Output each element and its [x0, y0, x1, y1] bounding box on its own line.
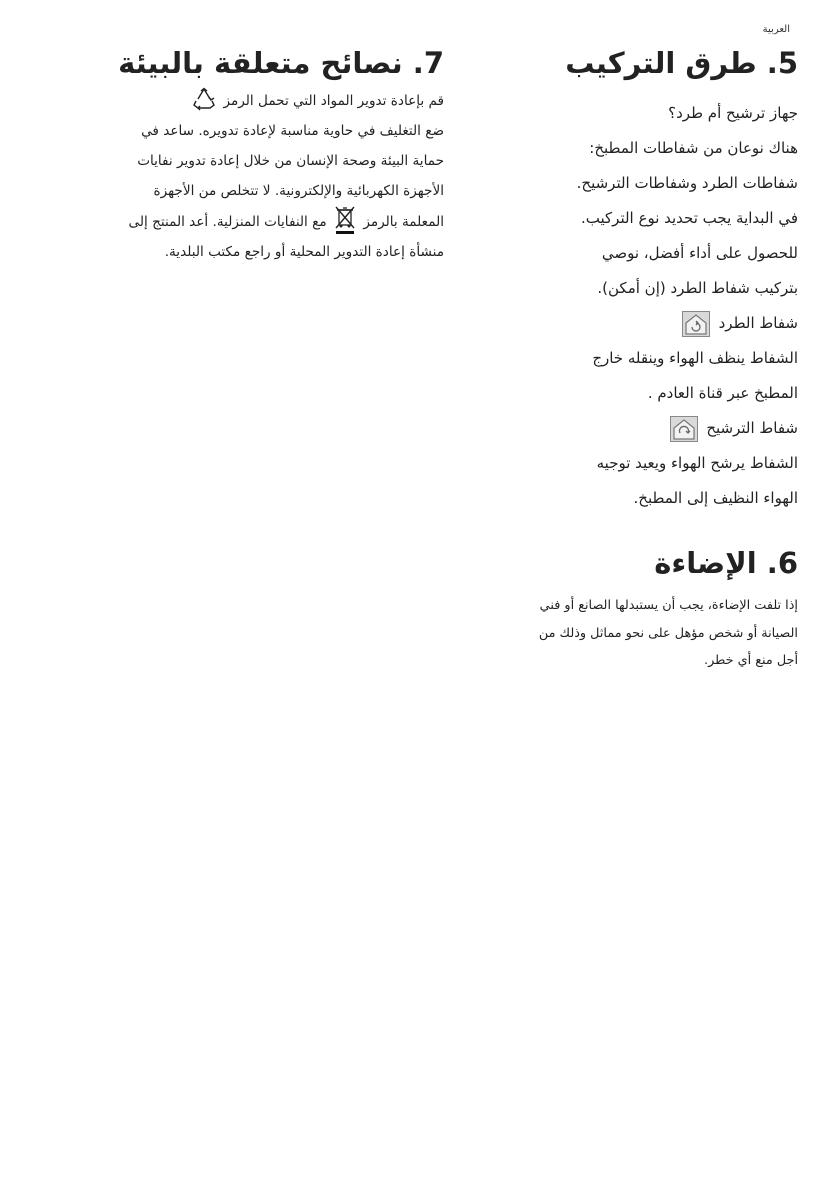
installation-line: شفاطات الطرد وشفاطات الترشيح.	[576, 174, 798, 192]
installation-line: للحصول على أداء أفضل، نوصي	[601, 244, 798, 262]
installation-line: بتركيب شفاط الطرد (إن أمكن).	[597, 279, 798, 297]
lighting-heading: 6. الإضاءة	[654, 546, 798, 580]
environment-line: حماية البيئة وصحة الإنسان من خلال إعادة تدوير نفايات	[137, 153, 444, 169]
lighting-section	[462, 542, 798, 675]
installation-heading: 5. طرق التركيب	[565, 46, 798, 80]
environment-heading: 7. نصائح متعلقة بالبيئة	[118, 46, 444, 80]
installation-line: هناك نوعان من شفاطات المطبخ:	[589, 139, 798, 157]
recycle-icon	[192, 87, 216, 111]
environment-section	[40, 42, 444, 267]
installation-section	[470, 42, 798, 516]
crossed-bin-icon	[334, 206, 356, 234]
recirculation-line: الشفاط يرشح الهواء ويعيد توجيه	[596, 454, 798, 472]
lighting-line: الصيانة أو شخص مؤهل على نحو مماثل وذلك من	[538, 625, 798, 641]
extraction-line: المطبخ عبر قناة العادم .	[647, 384, 798, 402]
environment-line-text: المعلمة بالرمز	[363, 214, 444, 230]
extraction-title	[470, 306, 798, 341]
recirculation-hood-icon	[670, 416, 698, 442]
environment-line	[40, 206, 444, 237]
installation-line: جهاز ترشيح أم طرد؟	[668, 104, 798, 122]
extraction-line: الشفاط ينظف الهواء وينقله خارج	[592, 349, 798, 367]
lighting-line: إذا تلفت الإضاءة، يجب أن يستبدلها الصانع أو فني	[539, 598, 798, 613]
extraction-label: شفاط الطرد	[718, 314, 798, 332]
environment-line: الأجهزة الكهربائية والإلكترونية. لا تتخلص من الأجهزة	[153, 183, 444, 199]
environment-line	[40, 86, 444, 116]
environment-line-text: مع النفايات المنزلية. أعد المنتج إلى	[128, 214, 327, 230]
extraction-hood-icon	[682, 311, 710, 337]
environment-line: منشأة إعادة التدوير المحلية أو راجع مكتب البلدية.	[164, 244, 444, 260]
lighting-line: أجل منع أي خطر.	[704, 653, 798, 668]
environment-line-text: قم بإعادة تدوير المواد التي تحمل الرمز	[223, 93, 444, 109]
environment-line: ضع التغليف في حاوية مناسبة لإعادة تدويره. ساعد في	[141, 123, 444, 139]
installation-line: في البداية يجب تحديد نوع التركيب.	[581, 209, 798, 227]
language-label: ﺍﻟﻌﺮﺑﻴﺔ	[762, 24, 790, 35]
recirculation-title	[470, 411, 798, 446]
recirculation-label: شفاط الترشيح	[706, 419, 798, 437]
recirculation-line: الهواء النظيف إلى المطبخ.	[633, 489, 798, 507]
